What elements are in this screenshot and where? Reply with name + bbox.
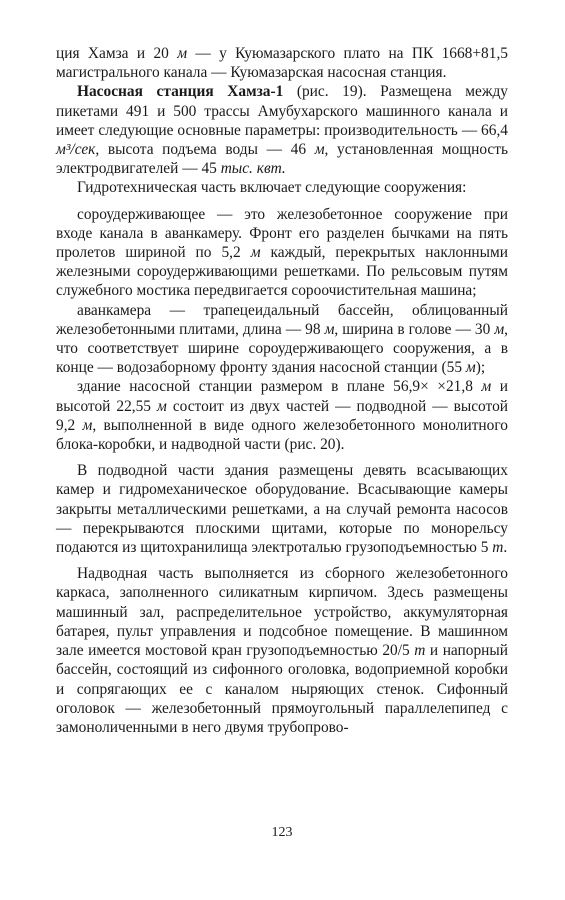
page-number: 123 <box>271 825 293 840</box>
text-run: т <box>414 642 426 660</box>
text-run: м <box>314 141 325 159</box>
text-run: и высотой 22,55 <box>56 378 508 415</box>
text-run: м <box>324 320 335 338</box>
text-run: состоит из двух частей — подводной — высотой 9,2 <box>56 397 509 434</box>
text-run: каждый, перекрытых наклонными железными сороудерживающими решетками. По рельсовым путям служебного мостика передвигается сороочистительная машина; <box>56 244 508 300</box>
text-run: Надводная часть выполняется из сборного железобетонного каркаса, заполненного силикатным кирпичом. Здесь размещены машинный зал, распределительное устройство, аккумуляторная батарея, пульт управления и подсобное помещение. В машинном зале имеется мостовой кран грузоподъемностью 20/5 <box>56 565 508 660</box>
text-run: ); <box>475 359 486 377</box>
paragraph <box>56 178 508 197</box>
text-run: аванкамера — трапецеидальный бассейн, облицованный железобетонными плитами, длина — 98 <box>56 301 508 338</box>
text-run: м <box>465 359 476 377</box>
text-run: , что соответствует ширине сороудерживающего сооружения, а в конце — водозаборному фронту здания насосной станции (55 <box>56 320 509 377</box>
document-page <box>56 44 508 844</box>
text-run: сороудерживающее — это железобетонное сооружение при входе канала в аванкамеру. Фронт его разделен бычками на пять пролетов шириной по 5,2 <box>56 205 508 262</box>
paragraph <box>56 461 508 557</box>
paragraph <box>56 205 508 301</box>
text-run: — у Куюмазарского плато на ПК 1668+81,5 магистрального канала — Куюмазарская насосная станция. <box>56 45 508 82</box>
text-run: м³/сек <box>56 141 96 159</box>
text-run: и напорный бассейн, состоящий из сифонного оголовка, водоприемной коробки и сопрягающих ее с каналом ныряющих стенок. Сифонный оголовок — железобетонный прямоугольный параллелепипед с замоноличенными в него двумя трубопрово- <box>56 642 508 736</box>
paragraph <box>56 82 508 178</box>
text-run: м <box>177 45 188 62</box>
paragraph <box>56 301 508 378</box>
heading-run: Насосная станция Хамза-1 <box>77 83 284 101</box>
text-run: здание насосной станции размером в плане 56,9× ×21,8 <box>77 378 482 396</box>
text-run: , установленная мощность электродвигателей — 45 <box>56 141 508 178</box>
text-run: . <box>503 539 508 557</box>
text-run: м <box>250 244 261 262</box>
paragraph <box>56 564 508 737</box>
text-run: т <box>492 539 504 557</box>
body-text <box>56 44 508 737</box>
text-run: В подводной части здания размещены девять всасывающих камер и гидромеханическое оборудование. Всасывающие камеры закрыты металлическими решетками, а на случай ремонта насосов — перекрываются плоскими щитами, которые по монорельсу подаются из щитохранилища электроталью грузоподъемностью 5 <box>56 462 508 557</box>
text-run: м <box>494 320 505 338</box>
text-run: , ширина в голове — 30 <box>334 320 495 338</box>
paragraph <box>56 377 508 454</box>
text-run: Гидротехническая часть включает следующие сооружения: <box>77 179 467 197</box>
text-run: тыс. квт. <box>220 160 286 178</box>
text-run: м <box>82 416 93 434</box>
text-run: , выполненной в виде одного железобетонного монолитного блока-коробки, и надводной части (рис. 20). <box>56 416 508 454</box>
text-run: м <box>481 378 492 396</box>
text-run: ция Хамза и 20 <box>56 45 178 62</box>
paragraph <box>56 44 508 82</box>
text-run: (рис. 19). Размещена между пикетами 491 и 500 трассы Амубухарского машинного канала и имеет следующие основные параметры: производительность — 66,4 <box>56 83 509 139</box>
text-run: , высота подъема воды — 46 <box>95 141 315 159</box>
text-run: м <box>157 397 167 415</box>
